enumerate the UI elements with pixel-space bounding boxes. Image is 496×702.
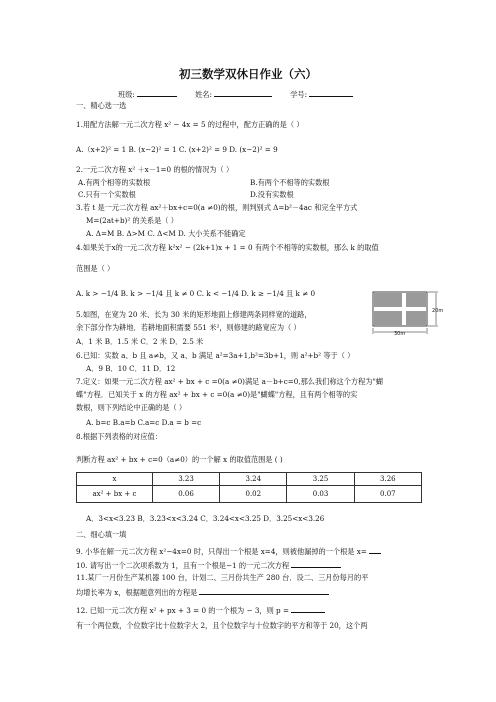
q8-value-table [76, 472, 422, 503]
name-blank[interactable] [214, 88, 272, 97]
q7-options: A. b=c B.a=b C.a=c D.a = b =c [86, 418, 202, 427]
q11-text [76, 586, 331, 598]
q3-line2: M=(2at+b)² 的关系是（ ） [86, 216, 178, 225]
field-diagram [372, 290, 442, 336]
id-blank[interactable] [309, 88, 353, 97]
field-width-label: 30m [394, 331, 406, 337]
q12-answer-blank[interactable] [291, 604, 325, 613]
q4-options: A. k > −1/4 B. k > −1/4 且 k ≠ 0 C. k < −1/4 D. k ≥ −1/4 且 k ≠ 0 [76, 289, 316, 298]
id-label: 学号: [290, 90, 307, 99]
q6-options: A．9 B．10 C．11 D．12 [86, 364, 176, 373]
q9-answer-blank[interactable] [369, 545, 381, 554]
q13-line1: 有一个两位数，个位数字比十位数字大 2，且个位数字与十位数字的平方和等于 20，这个两 [76, 621, 368, 630]
table-cell: 0.03 [287, 486, 354, 503]
table-row [77, 486, 422, 503]
q2-opt-c: C.只有一个实数根 [78, 190, 136, 199]
table-row [77, 473, 422, 486]
q2-stem: 2.一元二次方程 x² ＋x－1=0 的根的情况为（ ） [76, 165, 234, 174]
table-cell: 3.23 [152, 473, 219, 486]
q10-stem: 10. 请写出一个二次项系数为 1，且有一个根是−1 的一元二次方程 [76, 561, 290, 570]
page-title: 初三数学双休日作业（六） [179, 67, 317, 81]
section2-heading: 二、细心填一填 [76, 530, 127, 539]
table-cell: 3.25 [287, 473, 354, 486]
name-label: 姓名: [195, 90, 212, 99]
q3-options: A. Δ=M B. Δ>M C. Δ<M D. 大小关系不能确定 [86, 229, 246, 238]
q4-line2: 范围是（ ） [76, 264, 115, 273]
field-height-label: 20m [432, 308, 444, 314]
table-cell: 0.07 [354, 486, 421, 503]
student-info-row [118, 88, 355, 100]
q8-options: A．3<x<3.23 B．3.23<x<3.24 C．3.24<x<3.25 D．3.25<x<3.26 [86, 514, 325, 523]
q1-options: A.（x+2)² = 1 B. (x−2)² = 1 C. (x+2)² = 9 D. (x−2)² = 9 [76, 145, 278, 154]
q2-opt-d: D.没有实数根 [250, 190, 294, 199]
q11-answer-blank[interactable] [199, 586, 329, 595]
q11-stem: 均增长率为 x，根据题意列出的方程是 [76, 588, 198, 597]
q7-line2: 蝶"方程．已知关于 x 的方程 ax² + bx + c =0(a ≠0)是"蝴蝶"方程，且有两个相等的实 [76, 390, 358, 399]
q2-opt-b: B.有两个不相等的实数根 [250, 178, 330, 187]
q5-line1: 5.如图，在宽为 20 米、长为 30 米的矩形地面上修建两条同样宽的道路， [76, 310, 312, 319]
section1-heading: 一、精心选一选 [76, 101, 127, 110]
q10-text [76, 559, 343, 571]
q7-line1: 7.定义：如果一元二次方程 ax² + bx + c =0(a ≠0)满足 a－b+c=0,那么我们称这个方程为"蝴 [76, 377, 383, 386]
class-label: 班级: [118, 90, 135, 99]
q8-line1: 8.根据下列表格的对应值： [76, 432, 162, 441]
table-cell: 0.06 [152, 486, 219, 503]
table-cell: x [77, 473, 153, 486]
table-cell: 3.24 [220, 473, 287, 486]
q12-stem: 12. 已知一元二次方程 x² + px + 3 = 0 的一个根为 − 3，则 p = [76, 606, 289, 615]
q11-line1: 11.某厂一月份生产某机器 100 台，计划二、三月份共生产 280 台．设二、三月份每月的平 [76, 573, 369, 582]
q3-line1: 3.若 t 是一元二次方程 ax²＋bx+c=0(a ≠0)的根，则判别式 Δ=b²－4ac 和完全平方式 [76, 203, 358, 212]
q8-line2: 判断方程 ax² + bx + c=0（a≠0）的一个解 x 的取值范围是 ( ) [76, 455, 283, 464]
table-cell: 3.26 [354, 473, 421, 486]
q1-stem: 1.用配方法解一元二次方程 x² − 4x = 5 的过程中，配方正确的是（ ） [76, 120, 304, 129]
q9-stem: 9. 小华在解一元二次方程 x²−4x=0 时，只得出一个根是 x=4，则被他漏掉的一个根是 x= [76, 547, 367, 556]
q5-options: A．1 米 B．1.5 米 C．2 米 D．2.5 米 [76, 337, 204, 346]
q6-stem: 6.已知：实数 a、b 且 a≠b，又 a、b 满足 a²=3a+1,b²=3b+1，则 a²+b² 等于（ ） [76, 351, 355, 360]
table-cell: 0.02 [220, 486, 287, 503]
q5-line2: 余下部分作为耕地．若耕地面积需要 551 米²，则修建的路宽应为（ ） [76, 323, 301, 332]
q4-line1: 4.如果关于x的一元二次方程 k²x² − (2k+1)x + 1 = 0 有两个不相等的实数根，那么 k 的取值 [76, 243, 379, 252]
table-cell: ax² + bx + c [77, 486, 153, 503]
q7-line3: 数根，则下列结论中正确的是（ ） [76, 403, 187, 412]
q2-opt-a: A.有两个相等的实数根 [78, 178, 151, 187]
q9-text [76, 545, 383, 557]
q12-text [76, 604, 327, 616]
class-blank[interactable] [137, 88, 177, 97]
q10-answer-blank[interactable] [291, 559, 341, 568]
